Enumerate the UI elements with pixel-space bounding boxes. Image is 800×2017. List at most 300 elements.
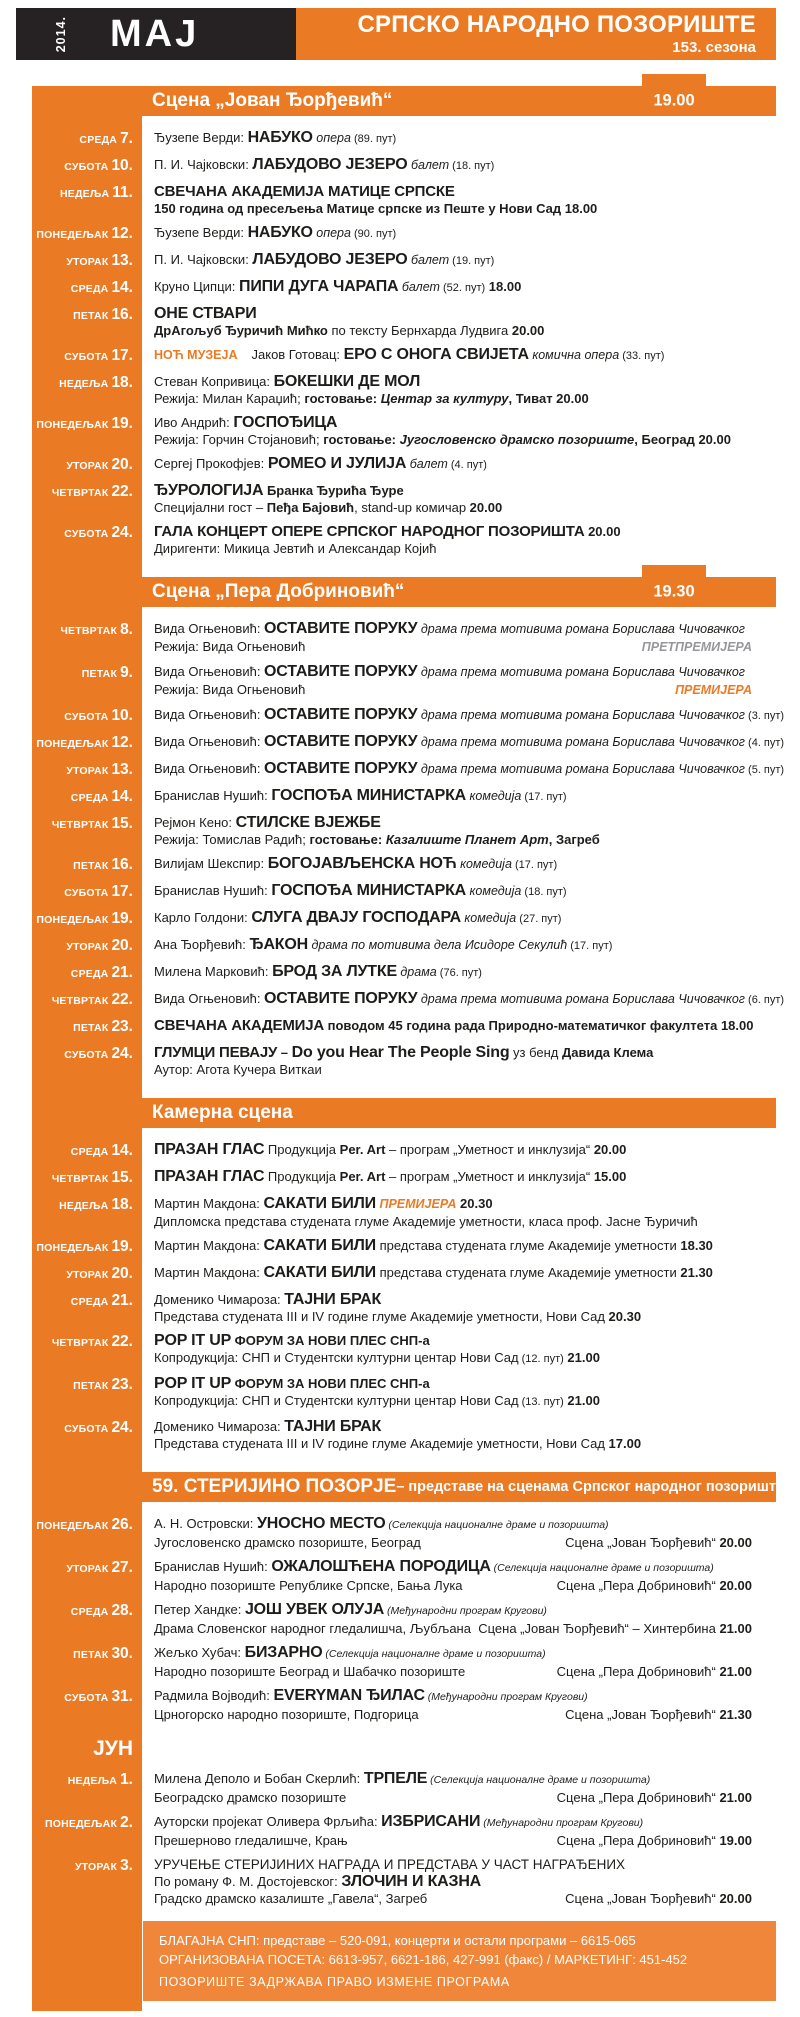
seg-c: (4. пут) <box>447 459 487 471</box>
section-1 <box>32 86 776 557</box>
seg-t: РОМЕО И ЈУЛИЈА <box>267 455 407 472</box>
seg-b: Per. Art <box>339 1142 386 1157</box>
seg-n: Копродукција: СНП и Студентски културни центар Нови Сад <box>154 1350 519 1365</box>
event-day <box>32 1264 142 1284</box>
event-day-date: 20. <box>111 937 133 954</box>
event-line <box>154 1435 752 1452</box>
event-day-date: 18. <box>111 374 133 391</box>
seg-n: Градско драмско казалиште „Гавела“, Загреб <box>154 1891 428 1906</box>
event-day-name: ПЕТАК <box>73 1380 109 1392</box>
event-line-left <box>154 855 557 872</box>
event-details <box>142 1558 776 1594</box>
event-line-right <box>557 1789 752 1806</box>
event-line-left <box>154 278 521 295</box>
seg-t: ОЖАЛОШЋЕНА ПОРОДИЦА <box>271 1558 491 1575</box>
seg-sel: (Селекција националне драме и позоришта) <box>427 1774 651 1786</box>
seg-c: (19. пут) <box>449 255 495 267</box>
event-day <box>32 183 142 217</box>
event-line <box>154 1687 752 1706</box>
event-day <box>32 936 142 956</box>
seg-b: Per. Art <box>339 1169 386 1184</box>
seg-tm: 20.00 <box>590 1142 627 1157</box>
event-day <box>32 855 142 875</box>
event-day-name: ПОНЕДЕЉАК <box>36 419 109 431</box>
event-day <box>32 814 142 848</box>
event-line-left <box>154 390 589 407</box>
event-line-left <box>154 1392 600 1409</box>
event-day-name: СУБОТА <box>64 161 109 173</box>
seg-bi: Југословенско драмско позориште <box>399 432 635 447</box>
event-day-date: 14. <box>111 788 133 805</box>
event-day-date: 3. <box>120 1857 133 1874</box>
month-subheader-row <box>32 1730 776 1768</box>
event-day-name: ЧЕТВРТАК <box>60 625 118 637</box>
event-day-date: 24. <box>111 1419 133 1436</box>
seg-t: САКАТИ БИЛИ <box>263 1195 376 1212</box>
event-line-left <box>154 882 567 899</box>
event-details <box>142 706 800 726</box>
section-time: 19.30 <box>653 582 695 601</box>
event-day-name: СУБОТА <box>64 1423 109 1435</box>
month-label: МАЈ <box>110 13 200 55</box>
event-line-left <box>154 1770 650 1787</box>
event-line <box>154 814 752 831</box>
seg-a: Радмила Војводић: <box>154 1688 274 1703</box>
event-line-left <box>154 706 784 723</box>
seg-a: Стеван Копривица: <box>154 374 274 389</box>
event-line-left <box>154 990 784 1007</box>
event-line <box>154 414 752 431</box>
event-details <box>142 1195 776 1230</box>
event-line-left <box>154 1558 714 1575</box>
event-line-left <box>154 1601 547 1618</box>
event-line-right <box>478 1620 752 1637</box>
seg-sel: (Селекција националне драме и позоришта) <box>322 1648 546 1660</box>
event-line-left <box>154 1308 641 1325</box>
event-day <box>32 1601 142 1637</box>
event-day-date: 17. <box>111 883 133 900</box>
seg-t2: СВЕЧАНА АКАДЕМИЈА МАТИЦЕ СРПСКЕ <box>154 183 455 200</box>
event-day-name: СРЕДА <box>70 1606 109 1618</box>
event-line-right <box>642 638 752 656</box>
event-day <box>32 1770 142 1806</box>
event-day <box>32 414 142 448</box>
event-details <box>142 1332 776 1368</box>
seg-n: по тексту Бернхарда Лудвига <box>331 323 509 338</box>
event-row <box>32 156 776 176</box>
event-details <box>142 855 776 875</box>
seg-t2: СВЕЧАНА АКАДЕМИЈА <box>154 1017 324 1034</box>
event-day-name: УТОРАК <box>66 460 109 472</box>
seg-b: поводом 45 година рада Природно-математичког факултета <box>324 1018 718 1033</box>
event-row <box>32 346 776 366</box>
section-subtitle: – представе на сценама Српског народног позоришта <box>396 1479 785 1495</box>
event-line <box>154 200 752 217</box>
event-day-date: 14. <box>111 279 133 296</box>
seg-t: ОСТАВИТЕ ПОРУКУ <box>264 990 418 1007</box>
event-line-left <box>154 1890 427 1907</box>
event-details <box>142 1515 776 1551</box>
group-visit-info: ОРГАНИЗОВАНА ПОСЕТА: 6613-957, 6621-186, 427-991 (факс) / МАРКЕТИНГ: 451-452 <box>159 1952 688 1967</box>
event-day-name: НЕДЕЉА <box>67 1775 118 1787</box>
seg-tag: НОЋ МУЗЕЈА <box>154 348 238 362</box>
event-line <box>154 482 752 499</box>
event-line-right <box>565 1890 752 1907</box>
seg-a: Мартин Макдона: <box>154 1196 264 1211</box>
seg-a: Вида Огњеновић: <box>154 991 265 1006</box>
event-row <box>32 1558 776 1594</box>
event-details <box>142 1856 776 1907</box>
event-details <box>142 1601 776 1637</box>
event-day-date: 19. <box>111 1238 133 1255</box>
event-line-left <box>154 224 396 241</box>
seg-n: Режија: Томислав Радић; <box>154 832 310 847</box>
event-day <box>32 882 142 902</box>
event-day-name: СУБОТА <box>64 351 109 363</box>
event-day-name: ПЕТАК <box>73 860 109 872</box>
event-line-left <box>154 1873 481 1890</box>
event-line-left <box>154 322 544 339</box>
seg-a: Ђузепе Верди: <box>154 130 248 145</box>
seg-c: (90. пут) <box>350 228 397 240</box>
seg-g: драма према мотивима романа Борислава Чичовачког <box>417 992 745 1006</box>
seg-t: ОСТАВИТЕ ПОРУКУ <box>264 706 418 723</box>
event-line <box>154 156 752 175</box>
seg-b: ФОРУМ ЗА НОВИ ПЛЕС СНП-а <box>231 1333 430 1348</box>
spacer <box>142 1730 776 1768</box>
event-line-left <box>154 540 437 557</box>
event-day <box>32 663 142 699</box>
event-line <box>154 909 752 928</box>
event-details <box>142 1141 776 1161</box>
event-line <box>154 1577 752 1594</box>
seg-t: ГОСПОЂА МИНИСТАРКА <box>271 787 467 804</box>
event-line-left <box>154 1789 346 1806</box>
event-line <box>154 681 752 699</box>
seg-t2: ГЛУМЦИ ПЕВАЈУ <box>154 1044 278 1061</box>
event-line-left <box>154 1620 471 1637</box>
event-details <box>142 1237 776 1257</box>
event-details <box>142 620 776 656</box>
event-line <box>154 129 752 148</box>
event-details <box>142 414 776 448</box>
seg-a: Вида Огњеновић: <box>154 621 265 636</box>
event-row <box>32 1856 776 1907</box>
event-line-left <box>154 760 784 777</box>
seg-a: Доменико Чимароза: <box>154 1419 285 1434</box>
seg-n: Копродукција: СНП и Студентски културни центар Нови Сад <box>154 1393 519 1408</box>
seg-bi: Казалиште Планет Арт <box>385 832 549 847</box>
event-details <box>142 346 776 366</box>
seg-a: Бранислав Нушић: <box>154 1559 272 1574</box>
seg-t: POP IT UP <box>154 1332 232 1349</box>
event-row <box>32 963 776 983</box>
seg-a: Иво Андрић: <box>154 415 234 430</box>
event-details <box>142 278 776 298</box>
seg-n: Сцена „Јован Ђорђевић“ <box>565 1891 720 1906</box>
event-line <box>154 1789 752 1806</box>
seg-tm: 21.30 <box>676 1265 713 1280</box>
event-line-left <box>154 1213 698 1230</box>
seg-b: , Београд <box>634 432 695 447</box>
event-details <box>142 663 776 699</box>
seg-c: (18. пут) <box>521 886 567 898</box>
seg-g: комедија <box>466 789 522 803</box>
seg-t: ОСТАВИТЕ ПОРУКУ <box>264 760 418 777</box>
seg-g: балет <box>406 457 448 471</box>
event-line-left <box>154 346 664 363</box>
seg-g: драма према мотивима романа Борислава Чичовачког <box>417 735 745 749</box>
seg-a: Бранислав Нушић: <box>154 788 272 803</box>
event-line-right <box>675 681 752 699</box>
event-line <box>154 733 784 752</box>
seg-a: Вида Огњеновић: <box>154 664 265 679</box>
seg-t: СТИЛСКЕ ВЈЕЖБЕ <box>235 814 381 831</box>
footer-box <box>143 1921 776 2001</box>
seg-c: (12. пут) <box>518 1353 564 1365</box>
event-row <box>32 523 776 557</box>
event-day <box>32 278 142 298</box>
seg-t: ЕРО С ОНОГА СВИЈЕТА <box>343 346 529 363</box>
event-details <box>142 251 776 271</box>
event-day <box>32 482 142 516</box>
event-line <box>154 1856 752 1873</box>
event-line-left <box>154 1663 465 1680</box>
event-day <box>32 129 142 149</box>
program-change-note: ПОЗОРИШТЕ ЗАДРЖАВА ПРАВО ИЗМЕНЕ ПРОГРАМА <box>159 1975 510 1989</box>
event-day <box>32 1141 142 1161</box>
seg-b: гостовање: <box>304 391 381 406</box>
event-row <box>32 251 776 271</box>
event-line <box>154 305 752 322</box>
seg-sel: (Међународни програм Кругови) <box>384 1605 547 1617</box>
event-row <box>32 1813 776 1849</box>
event-day-date: 20. <box>111 456 133 473</box>
seg-c: (17. пут) <box>567 940 613 952</box>
event-line <box>154 540 752 557</box>
event-line <box>154 1264 752 1281</box>
event-day-date: 17. <box>111 347 133 364</box>
event-day <box>32 523 142 557</box>
event-line <box>154 251 752 270</box>
event-row <box>32 1601 776 1637</box>
seg-g: комична опера <box>528 348 620 362</box>
seg-g: драма према мотивима романа Борислава Чичовачког <box>417 665 745 679</box>
seg-n: Народно позориште Републике Српске, Бања Лука <box>154 1578 463 1593</box>
event-day-name: УТОРАК <box>66 1563 109 1575</box>
event-day-name: ПОНЕДЕЉАК <box>36 914 109 926</box>
event-details <box>142 963 776 983</box>
event-row <box>32 1515 776 1551</box>
seg-c: (4. пут) <box>744 737 785 749</box>
seg-b: гостовање: <box>309 832 386 847</box>
seg-n: Сцена „Јован Ђорђевић“ <box>565 1535 720 1550</box>
event-day <box>32 1044 142 1078</box>
event-day <box>32 620 142 656</box>
seg-b: Давида Клема <box>561 1045 654 1060</box>
event-row <box>32 1264 776 1284</box>
seg-n: Диригенти: Микица Јевтић и Александар Којић <box>154 541 437 556</box>
seg-b: , Загреб <box>548 832 600 847</box>
event-line <box>154 1832 752 1849</box>
season-label: 153. сезона <box>672 39 756 57</box>
seg-c: (18. пут) <box>449 160 495 172</box>
event-day-date: 12. <box>111 734 133 751</box>
event-line-left <box>154 1291 381 1308</box>
event-row <box>32 129 776 149</box>
event-line <box>154 990 784 1009</box>
event-line-left <box>154 156 494 173</box>
event-day <box>32 1418 142 1452</box>
event-row <box>32 760 785 780</box>
event-row <box>32 482 776 516</box>
seg-g: комедија <box>466 884 522 898</box>
event-day <box>32 1017 142 1037</box>
event-day-date: 22. <box>111 483 133 500</box>
event-day-date: 23. <box>111 1376 133 1393</box>
event-line-left <box>154 814 381 831</box>
seg-tm: 21.00 <box>719 1664 752 1679</box>
event-line-left <box>154 1644 546 1661</box>
event-row <box>32 224 776 244</box>
section-title: Сцена „Јован Ђорђевић“ <box>152 90 393 111</box>
event-line <box>154 963 752 982</box>
event-day-date: 16. <box>111 856 133 873</box>
seg-tm: 20.00 <box>694 432 731 447</box>
event-day-date: 24. <box>111 524 133 541</box>
seg-tm: 20.30 <box>604 1309 642 1324</box>
event-details <box>142 936 776 956</box>
event-line-left <box>154 1168 626 1185</box>
event-details <box>142 305 776 339</box>
seg-n: – програм „Уметност и инклузија“ <box>385 1169 591 1184</box>
seg-t: ЛАБУДОВО ЈЕЗЕРО <box>252 251 408 268</box>
event-details <box>142 1168 776 1188</box>
seg-n: Режија: Вида Огњеновић <box>154 682 306 697</box>
event-day-name: ПЕТАК <box>81 668 118 680</box>
event-line <box>154 455 752 474</box>
event-day-name: ЧЕТВРТАК <box>51 487 109 499</box>
event-day-date: 1. <box>120 1771 133 1788</box>
event-day-date: 13. <box>111 761 133 778</box>
event-line <box>154 638 752 656</box>
event-line <box>154 1332 752 1349</box>
event-day <box>32 346 142 366</box>
seg-t: БИЗАРНО <box>244 1644 323 1661</box>
seg-g: драма по мотивима дела Исидоре Секулић <box>307 938 568 952</box>
event-day-name: СРЕДА <box>70 1146 109 1158</box>
event-row <box>32 1770 776 1806</box>
event-line <box>154 936 752 955</box>
event-line-left <box>154 1515 609 1532</box>
event-day-name: ПОНЕДЕЉАК <box>45 1818 118 1830</box>
seg-b: гостовање: <box>323 432 400 447</box>
box-office-info: БЛАГАЈНА СНП: представе – 520-091, концерти и остали програми – 6615-065 <box>159 1933 636 1948</box>
seg-a: Рејмон Кено: <box>154 815 236 830</box>
event-line <box>154 1601 752 1620</box>
event-line <box>154 1392 752 1411</box>
event-day-date: 14. <box>111 1142 133 1159</box>
seg-a: Ауторски пројекат Оливера Фрљића: <box>154 1814 382 1829</box>
seg-t: ГОСПОЂИЦА <box>233 414 338 431</box>
event-day <box>32 455 142 475</box>
seg-n: Народно позориште Београд и Шабачко позориште <box>154 1664 466 1679</box>
seg-n: представа студената глуме Академије уметности <box>375 1238 677 1253</box>
event-line <box>154 1890 752 1907</box>
seg-sel: (Селекција националне драме и позоришта) <box>385 1519 609 1531</box>
seg-n: представа студената глуме Академије уметности <box>375 1265 677 1280</box>
seg-a: Мартин Макдона: <box>154 1265 264 1280</box>
event-day-name: НЕДЕЉА <box>59 188 110 200</box>
event-day <box>32 1332 142 1368</box>
event-line <box>154 1017 753 1034</box>
event-day-name: УТОРАК <box>66 765 109 777</box>
event-day-name: ПОНЕДЕЉАК <box>36 738 109 750</box>
seg-t: EVERYMAN ЂИЛАС <box>273 1687 425 1704</box>
event-day <box>32 706 142 726</box>
event-day-date: 16. <box>111 306 133 323</box>
seg-n: Београдско драмско позориште <box>154 1790 347 1805</box>
event-details <box>142 1264 776 1284</box>
seg-pg: ПРЕТПРЕМИЈЕРА <box>641 640 752 654</box>
section-header <box>32 1098 776 1128</box>
event-day <box>32 787 142 807</box>
event-line <box>154 1663 752 1680</box>
event-day <box>32 1237 142 1257</box>
event-row <box>32 620 776 656</box>
event-details <box>142 183 776 217</box>
seg-a: Вида Огњеновић: <box>154 707 265 722</box>
event-row <box>32 855 776 875</box>
event-day <box>32 1168 142 1188</box>
event-row <box>32 1332 776 1368</box>
seg-n: , stand-up комичар <box>354 500 467 515</box>
seg-t: ОСТАВИТЕ ПОРУКУ <box>264 620 418 637</box>
seg-tm: 20.00 <box>466 500 503 515</box>
section-header <box>32 577 776 607</box>
seg-n: Прешерново гледалишче, Крањ <box>154 1833 348 1848</box>
event-line-left <box>154 251 494 268</box>
event-line-right <box>557 1663 752 1680</box>
seg-t: ЈОШ УВЕК ОЛУЈА <box>244 1601 385 1618</box>
event-line-left <box>154 499 502 516</box>
seg-n: Режија: Горчин Стојановић; <box>154 432 324 447</box>
event-day <box>32 224 142 244</box>
event-line-left <box>154 1375 430 1392</box>
seg-t: ЛАБУДОВО ЈЕЗЕРО <box>252 156 408 173</box>
event-line-right <box>557 1577 752 1594</box>
event-line-left <box>154 1435 641 1452</box>
seg-t: САКАТИ БИЛИ <box>263 1264 376 1281</box>
seg-a: Вида Огњеновић: <box>154 761 265 776</box>
seg-tm: 20.00 <box>719 1578 752 1593</box>
seg-a: Доменико Чимароза: <box>154 1292 285 1307</box>
seg-tm: 21.30 <box>719 1707 752 1722</box>
seg-tm: 21.00 <box>719 1621 752 1636</box>
seg-a: Бранислав Нушић: <box>154 883 272 898</box>
event-line-left <box>154 1141 626 1158</box>
seg-t: POP IT UP <box>154 1375 232 1392</box>
event-line <box>154 1195 752 1213</box>
seg-t: ГОСПОЂА МИНИСТАРКА <box>271 882 467 899</box>
seg-g: комедија <box>460 911 517 925</box>
event-day-name: СРЕДА <box>70 792 109 804</box>
seg-c: (17. пут) <box>511 859 558 871</box>
event-day-name: ПЕТАК <box>73 1649 109 1661</box>
event-line-left <box>154 1237 713 1254</box>
seg-c: (3. пут) <box>744 710 785 722</box>
seg-n: Продукција <box>264 1169 340 1184</box>
